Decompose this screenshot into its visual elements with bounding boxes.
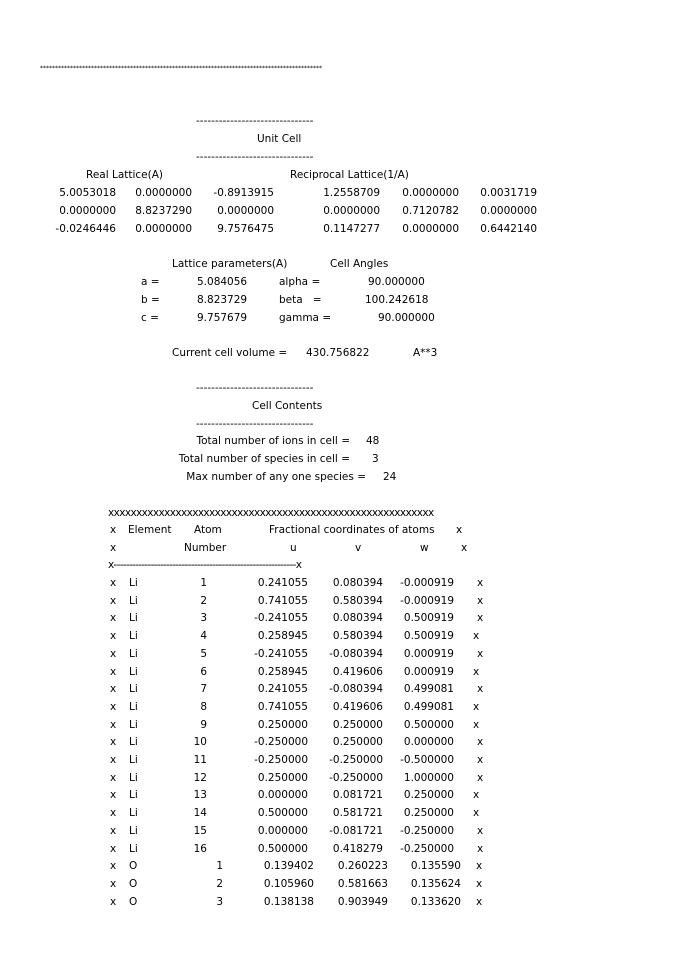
w-coordinate-cell: -0.000919 [400, 577, 454, 589]
atom-number-cell: 1 [216, 860, 223, 872]
lattice-param-name: c = [141, 312, 159, 324]
table-separator: x-----------------------------------------------------------x [108, 559, 302, 571]
v-coordinate-cell: 0.419606 [332, 666, 383, 678]
table-x-mark: x [461, 542, 468, 554]
table-x-mark: x [477, 683, 484, 695]
cell-angle-value: 100.242618 [365, 294, 429, 306]
table-x-mark: x [110, 719, 117, 731]
w-coordinate-cell: 0.000919 [403, 648, 454, 660]
u-coordinate-cell: -0.241055 [254, 612, 308, 624]
real-lattice-value: 0.0000000 [135, 187, 192, 199]
w-coordinate-cell: 0.500919 [403, 630, 454, 642]
element-cell: Li [129, 612, 138, 624]
table-x-mark: x [110, 807, 117, 819]
element-cell: Li [129, 648, 138, 660]
species-count-label: Total number of species in cell = [178, 453, 350, 465]
v-coordinate-cell: 0.250000 [332, 736, 383, 748]
table-x-mark: x [110, 648, 117, 660]
v-coordinate-cell: 0.080394 [332, 577, 383, 589]
atom-number-cell: 3 [200, 612, 207, 624]
element-cell: Li [129, 736, 138, 748]
v-coordinate-cell: 0.418279 [332, 843, 383, 855]
ions-count-value: 48 [366, 435, 380, 447]
u-coordinate-cell: 0.250000 [257, 719, 308, 731]
header-fractional-coordinates: Fractional coordinates of atoms [269, 524, 435, 536]
v-coordinate-cell: -0.080394 [329, 683, 383, 695]
u-coordinate-cell: 0.741055 [257, 595, 308, 607]
reciprocal-lattice-value: 1.2558709 [323, 187, 380, 199]
table-x-mark: x [477, 825, 484, 837]
table-x-mark: x [110, 754, 117, 766]
u-coordinate-cell: -0.250000 [254, 754, 308, 766]
v-coordinate-cell: 0.581663 [337, 878, 388, 890]
table-x-mark: x [110, 789, 117, 801]
cell-volume-unit: A**3 [413, 347, 438, 359]
atom-number-cell: 15 [193, 825, 207, 837]
element-cell: Li [129, 789, 138, 801]
w-coordinate-cell: 0.500919 [403, 612, 454, 624]
element-cell: Li [129, 719, 138, 731]
element-cell: O [129, 860, 138, 872]
atom-number-cell: 5 [200, 648, 207, 660]
unit-cell-dash-top: ------------------------------- [196, 115, 314, 127]
cell-angles-header: Cell Angles [330, 258, 389, 270]
v-coordinate-cell: 0.250000 [332, 719, 383, 731]
reciprocal-lattice-value: 0.0000000 [480, 205, 537, 217]
table-x-mark: x [110, 772, 117, 784]
cell-angle-value: 90.000000 [368, 276, 425, 288]
cell-angle-value: 90.000000 [378, 312, 435, 324]
reciprocal-lattice-value: 0.0000000 [323, 205, 380, 217]
max-species-value: 24 [383, 471, 397, 483]
u-coordinate-cell: 0.500000 [257, 807, 308, 819]
w-coordinate-cell: 0.000000 [403, 736, 454, 748]
table-x-mark: x [110, 878, 117, 890]
atom-number-cell: 6 [200, 666, 207, 678]
reciprocal-lattice-value: 0.0000000 [402, 187, 459, 199]
real-lattice-value: 8.8237290 [135, 205, 192, 217]
lattice-param-value: 8.823729 [197, 294, 248, 306]
element-cell: Li [129, 577, 138, 589]
table-x-mark: x [477, 843, 484, 855]
v-coordinate-cell: 0.903949 [337, 896, 388, 908]
table-x-mark: x [477, 595, 484, 607]
table-x-mark: x [456, 524, 463, 536]
real-lattice-value: 5.0053018 [59, 187, 116, 199]
reciprocal-lattice-value: 0.1147277 [323, 223, 380, 235]
u-coordinate-cell: 0.741055 [257, 701, 308, 713]
atom-number-cell: 3 [216, 896, 223, 908]
table-x-mark: x [110, 612, 117, 624]
table-x-mark: x [110, 843, 117, 855]
w-coordinate-cell: 0.135624 [410, 878, 461, 890]
real-lattice-value: 0.0000000 [135, 223, 192, 235]
element-cell: O [129, 896, 138, 908]
real-lattice-value: -0.0246446 [55, 223, 116, 235]
u-coordinate-cell: 0.105960 [263, 878, 314, 890]
u-coordinate-cell: 0.258945 [257, 630, 308, 642]
lattice-param-name: b = [141, 294, 160, 306]
table-x-mark: x [477, 736, 484, 748]
u-coordinate-cell: 0.258945 [257, 666, 308, 678]
header-w: w [420, 542, 429, 554]
table-x-mark: x [477, 772, 484, 784]
unit-cell-title: Unit Cell [257, 133, 302, 145]
v-coordinate-cell: -0.081721 [329, 825, 383, 837]
table-x-mark: x [110, 896, 117, 908]
atom-number-cell: 10 [193, 736, 207, 748]
cell-volume-value: 430.756822 [306, 347, 370, 359]
w-coordinate-cell: -0.250000 [400, 825, 454, 837]
table-x-mark: x [110, 683, 117, 695]
table-x-mark: x [110, 595, 117, 607]
v-coordinate-cell: 0.419606 [332, 701, 383, 713]
cell-contents-dash-bottom: ------------------------------- [196, 418, 314, 430]
v-coordinate-cell: 0.080394 [332, 612, 383, 624]
atom-number-cell: 13 [193, 789, 207, 801]
u-coordinate-cell: 0.241055 [257, 683, 308, 695]
cell-contents-dash-top: ------------------------------- [196, 382, 314, 394]
max-species-label: Max number of any one species = [186, 471, 366, 483]
element-cell: Li [129, 701, 138, 713]
header-atom: Atom [194, 524, 222, 536]
cell-angle-name: beta = [279, 294, 322, 306]
lattice-params-header: Lattice parameters(A) [172, 258, 288, 270]
element-cell: Li [129, 825, 138, 837]
w-coordinate-cell: 0.499081 [403, 701, 454, 713]
table-x-mark: x [110, 736, 117, 748]
element-cell: Li [129, 843, 138, 855]
table-x-mark: x [110, 524, 117, 536]
table-x-mark: x [477, 612, 484, 624]
v-coordinate-cell: 0.580394 [332, 595, 383, 607]
element-cell: Li [129, 630, 138, 642]
table-x-mark: x [110, 666, 117, 678]
header-v: v [355, 542, 362, 554]
w-coordinate-cell: 0.250000 [403, 789, 454, 801]
u-coordinate-cell: 0.000000 [257, 825, 308, 837]
header-u: u [290, 542, 297, 554]
u-coordinate-cell: -0.250000 [254, 736, 308, 748]
w-coordinate-cell: 0.500000 [403, 719, 454, 731]
u-coordinate-cell: 0.250000 [257, 772, 308, 784]
table-x-mark: x [476, 896, 483, 908]
atom-number-cell: 1 [200, 577, 207, 589]
v-coordinate-cell: -0.250000 [329, 772, 383, 784]
w-coordinate-cell: 0.135590 [410, 860, 461, 872]
u-coordinate-cell: -0.241055 [254, 648, 308, 660]
reciprocal-lattice-value: 0.0031719 [480, 187, 537, 199]
table-x-mark: x [110, 577, 117, 589]
real-lattice-value: -0.8913915 [213, 187, 274, 199]
lattice-param-value: 5.084056 [197, 276, 248, 288]
element-cell: Li [129, 595, 138, 607]
atom-number-cell: 4 [200, 630, 207, 642]
reciprocal-lattice-value: 0.6442140 [480, 223, 537, 235]
u-coordinate-cell: 0.500000 [257, 843, 308, 855]
u-coordinate-cell: 0.000000 [257, 789, 308, 801]
u-coordinate-cell: 0.138138 [263, 896, 314, 908]
table-x-mark: x [473, 701, 480, 713]
atom-number-cell: 16 [193, 843, 207, 855]
table-x-mark: x [473, 789, 480, 801]
v-coordinate-cell: 0.081721 [332, 789, 383, 801]
real-lattice-value: 0.0000000 [217, 205, 274, 217]
w-coordinate-cell: -0.000919 [400, 595, 454, 607]
table-x-mark: x [476, 860, 483, 872]
reciprocal-lattice-value: 0.0000000 [402, 223, 459, 235]
reciprocal-lattice-value: 0.7120782 [402, 205, 459, 217]
v-coordinate-cell: 0.260223 [337, 860, 388, 872]
atom-number-cell: 7 [200, 683, 207, 695]
element-cell: Li [129, 772, 138, 784]
unit-cell-dash-bottom: ------------------------------- [196, 151, 314, 163]
u-coordinate-cell: 0.139402 [263, 860, 314, 872]
v-coordinate-cell: 0.580394 [332, 630, 383, 642]
table-x-mark: x [473, 719, 480, 731]
v-coordinate-cell: -0.250000 [329, 754, 383, 766]
element-cell: Li [129, 754, 138, 766]
w-coordinate-cell: 0.000919 [403, 666, 454, 678]
table-x-mark: x [476, 878, 483, 890]
atoms-table-border-top: xxxxxxxxxxxxxxxxxxxxxxxxxxxxxxxxxxxxxxxxxxxxxxxxxxxxxxxxxx [108, 507, 434, 519]
table-x-mark: x [110, 825, 117, 837]
w-coordinate-cell: 0.250000 [403, 807, 454, 819]
species-count-value: 3 [372, 453, 379, 465]
ions-count-label: Total number of ions in cell = [196, 435, 350, 447]
real-lattice-value: 0.0000000 [59, 205, 116, 217]
lattice-param-name: a = [141, 276, 160, 288]
table-x-mark: x [110, 860, 117, 872]
lattice-param-value: 9.757679 [197, 312, 248, 324]
v-coordinate-cell: 0.581721 [332, 807, 383, 819]
real-lattice-value: 9.7576475 [217, 223, 274, 235]
u-coordinate-cell: 0.241055 [257, 577, 308, 589]
header-number: Number [184, 542, 227, 554]
table-x-mark: x [473, 666, 480, 678]
table-x-mark: x [473, 630, 480, 642]
atom-number-cell: 11 [193, 754, 207, 766]
element-cell: O [129, 878, 138, 890]
reciprocal-lattice-header: Reciprocal Lattice(1/A) [290, 169, 409, 181]
w-coordinate-cell: 0.499081 [403, 683, 454, 695]
v-coordinate-cell: -0.080394 [329, 648, 383, 660]
w-coordinate-cell: -0.500000 [400, 754, 454, 766]
element-cell: Li [129, 666, 138, 678]
table-x-mark: x [477, 577, 484, 589]
w-coordinate-cell: -0.250000 [400, 843, 454, 855]
atom-number-cell: 8 [200, 701, 207, 713]
atom-number-cell: 9 [200, 719, 207, 731]
cell-contents-title: Cell Contents [252, 400, 323, 412]
table-x-mark: x [477, 648, 484, 660]
atom-number-cell: 12 [193, 772, 207, 784]
real-lattice-header: Real Lattice(A) [86, 169, 164, 181]
element-cell: Li [129, 683, 138, 695]
atom-number-cell: 2 [216, 878, 223, 890]
top-star-rule: ********************************************************************************************** [40, 65, 322, 72]
w-coordinate-cell: 0.133620 [410, 896, 461, 908]
cell-volume-label: Current cell volume = [172, 347, 288, 359]
w-coordinate-cell: 1.000000 [403, 772, 454, 784]
cell-angle-name: gamma = [279, 312, 332, 324]
table-x-mark: x [110, 542, 117, 554]
table-x-mark: x [110, 701, 117, 713]
table-x-mark: x [110, 630, 117, 642]
element-cell: Li [129, 807, 138, 819]
atom-number-cell: 14 [193, 807, 207, 819]
atom-number-cell: 2 [200, 595, 207, 607]
header-element: Element [128, 524, 172, 536]
table-x-mark: x [473, 807, 480, 819]
table-x-mark: x [477, 754, 484, 766]
cell-angle-name: alpha = [279, 276, 321, 288]
